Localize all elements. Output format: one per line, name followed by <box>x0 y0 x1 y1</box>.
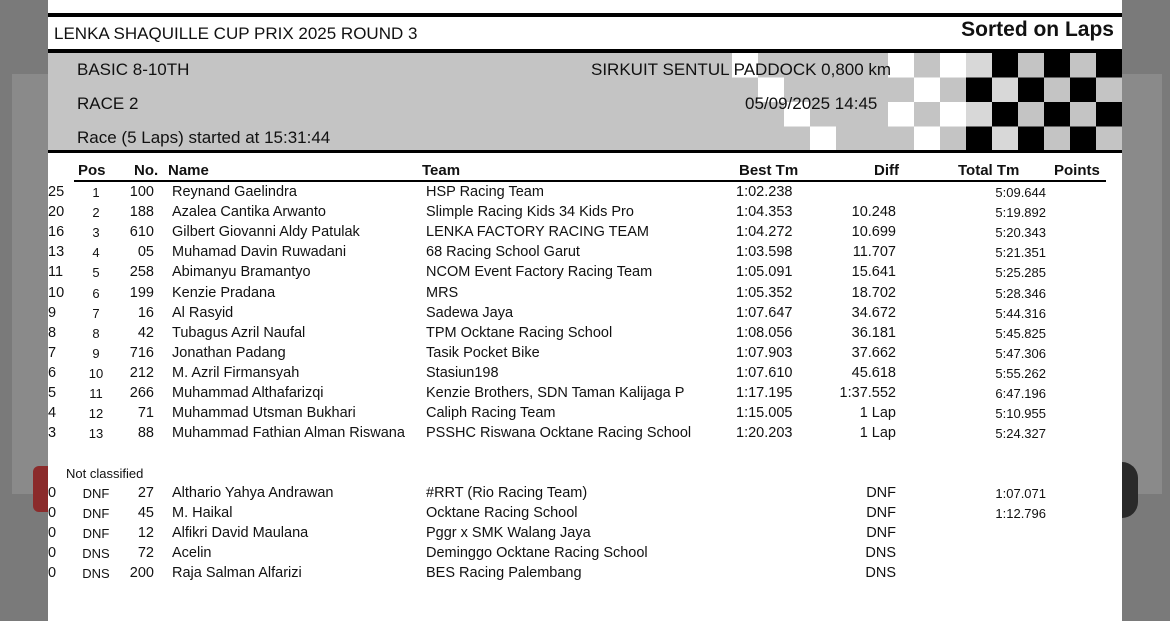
checker-square <box>940 102 966 127</box>
race-info-band <box>48 53 1122 151</box>
cell-diff: 10.248 <box>851 204 896 221</box>
table-row <box>48 325 1122 345</box>
cell-name: M. Haikal <box>172 505 233 522</box>
cell-points: 4 <box>48 405 57 422</box>
cell-diff: 10.699 <box>851 224 896 241</box>
cell-best-time: 1:20.203 <box>736 425 793 442</box>
cell-number: 88 <box>137 425 154 442</box>
cell-best-time: 1:05.352 <box>736 284 793 301</box>
table-row <box>48 545 1122 565</box>
cell-diff: 1 Lap <box>859 405 896 422</box>
race-number: RACE 2 <box>77 94 139 113</box>
table-row <box>48 224 1122 244</box>
cell-name: Raja Salman Alfarizi <box>172 565 302 582</box>
cell-number: 199 <box>129 284 154 301</box>
cell-diff: 1:37.552 <box>839 385 896 401</box>
cell-number: 188 <box>129 204 154 221</box>
cell-points: 0 <box>48 525 57 542</box>
cell-team: BES Racing Palembang <box>426 565 582 582</box>
cell-pos: 10 <box>88 365 104 381</box>
cell-team: Stasiun198 <box>426 364 499 381</box>
cell-team: HSP Racing Team <box>426 184 544 200</box>
checker-square <box>914 78 940 103</box>
cell-best-time: 1:08.056 <box>736 324 793 341</box>
checker-square <box>992 127 1018 152</box>
cell-total-time: 5:24.327 <box>995 426 1046 442</box>
cell-pos: 9 <box>92 345 100 361</box>
cell-pos: 3 <box>92 225 100 241</box>
cell-diff: 45.618 <box>851 364 896 381</box>
cell-team: Pggr x SMK Walang Jaya <box>426 525 591 542</box>
col-header-team: Team <box>422 162 461 179</box>
table-row <box>48 244 1122 264</box>
cell-team: PSSHC Riswana Ocktane Racing School <box>426 425 692 442</box>
table-row <box>48 264 1122 284</box>
cell-diff: 37.662 <box>851 344 896 361</box>
cell-diff: DNS <box>865 545 896 562</box>
col-header-name: Name <box>168 162 209 179</box>
cell-pos: 2 <box>92 205 100 221</box>
checker-square <box>966 127 992 152</box>
table-row <box>48 385 1122 405</box>
cell-best-time: 1:07.610 <box>736 364 793 381</box>
cell-pos: DNF <box>82 486 110 501</box>
event-title: LENKA SHAQUILLE CUP PRIX 2025 ROUND 3 <box>54 24 418 43</box>
class-name: BASIC 8-10TH <box>77 60 190 79</box>
cell-team: TPM Ocktane Racing School <box>426 324 613 341</box>
cell-name: Althario Yahya Andrawan <box>172 485 334 501</box>
cell-team: Sadewa Jaya <box>426 304 514 321</box>
cell-points: 7 <box>48 344 57 361</box>
cell-name: Muhammad Utsman Bukhari <box>172 405 356 422</box>
column-header-rule <box>74 180 1106 182</box>
cell-name: Alfikri David Maulana <box>172 525 309 542</box>
cell-number: 42 <box>137 324 154 341</box>
checker-square <box>810 127 836 152</box>
cell-total-time: 6:47.196 <box>995 386 1046 401</box>
table-row <box>48 204 1122 224</box>
table-row <box>48 485 1122 505</box>
cell-number: 45 <box>137 505 154 522</box>
circuit-name: SIRKUIT SENTUL PADDOCK 0,800 km <box>591 60 892 79</box>
cell-diff: 1 Lap <box>859 425 896 442</box>
cell-team: 68 Racing School Garut <box>426 244 580 261</box>
cell-pos: 4 <box>92 245 100 261</box>
checker-square <box>1096 53 1122 78</box>
checker-square <box>888 102 914 127</box>
cell-name: Abimanyu Bramantyo <box>172 264 311 281</box>
background-red-button <box>33 466 48 512</box>
checker-square <box>992 78 1018 103</box>
cell-total-time: 5:55.262 <box>995 365 1046 381</box>
checker-square <box>888 53 914 78</box>
cell-points: 8 <box>48 324 57 341</box>
cell-total-time: 5:47.306 <box>995 345 1046 361</box>
checker-square <box>1044 102 1070 127</box>
table-row <box>48 525 1122 545</box>
col-header-diff: Diff <box>874 162 899 179</box>
col-header-pos: Pos <box>78 162 106 179</box>
cell-points: 0 <box>48 485 57 501</box>
cell-pos: DNF <box>82 526 110 542</box>
cell-pos: 7 <box>92 305 100 321</box>
checker-square <box>1096 102 1122 127</box>
cell-name: Tubagus Azril Naufal <box>172 324 306 341</box>
cell-team: NCOM Event Factory Racing Team <box>426 264 653 281</box>
checker-square <box>1018 78 1044 103</box>
cell-number: 212 <box>129 364 154 381</box>
col-header-total: Total Tm <box>958 162 1020 179</box>
cell-diff: 15.641 <box>851 264 896 281</box>
checker-square <box>1044 53 1070 78</box>
cell-points: 6 <box>48 364 57 381</box>
cell-total-time: 5:28.346 <box>995 285 1046 301</box>
cell-number: 716 <box>129 344 154 361</box>
cell-pos: 13 <box>88 426 104 442</box>
checker-square <box>1018 127 1044 152</box>
background-document-right <box>1122 74 1162 494</box>
cell-diff: 34.672 <box>851 304 896 321</box>
cell-points: 16 <box>48 224 65 241</box>
cell-name: Azalea Cantika Arwanto <box>172 204 326 221</box>
cell-number: 100 <box>129 184 154 200</box>
sort-label: Sorted on Laps <box>961 18 1114 41</box>
cell-number: 266 <box>129 385 154 401</box>
cell-best-time: 1:03.598 <box>736 244 793 261</box>
checker-square <box>1070 78 1096 103</box>
cell-number: 12 <box>137 525 154 542</box>
cell-pos: 8 <box>92 325 100 341</box>
cell-pos: 11 <box>89 386 103 401</box>
cell-number: 05 <box>137 244 154 261</box>
checker-square <box>992 53 1018 78</box>
cell-best-time: 1:04.353 <box>736 204 793 221</box>
cell-points: 0 <box>48 565 57 582</box>
cell-number: 72 <box>137 545 154 562</box>
background-dark-button <box>1122 462 1138 518</box>
cell-diff: 11.707 <box>852 244 896 261</box>
cell-pos: 1 <box>92 185 100 200</box>
cell-best-time: 1:07.647 <box>736 304 793 321</box>
band-rule <box>48 150 1122 153</box>
cell-name: Reynand Gaelindra <box>172 184 297 200</box>
cell-name: Jonathan Padang <box>172 344 286 361</box>
cell-points: 3 <box>48 425 57 442</box>
cell-points: 9 <box>48 304 57 321</box>
checker-square <box>914 127 940 152</box>
not-classified-label: Not classified <box>66 466 144 481</box>
cell-total-time: 5:20.343 <box>995 225 1046 241</box>
table-row <box>48 565 1122 585</box>
cell-total-time: 1:12.796 <box>995 506 1046 522</box>
cell-name: M. Azril Firmansyah <box>172 364 300 381</box>
cell-points: 0 <box>48 505 57 522</box>
cell-team: Kenzie Brothers, SDN Taman Kalijaga P <box>426 385 685 401</box>
checker-square <box>966 102 992 127</box>
checker-square <box>1070 127 1096 152</box>
cell-team: Deminggo Ocktane Racing School <box>426 545 648 562</box>
table-row <box>48 505 1122 525</box>
cell-points: 25 <box>48 184 65 200</box>
cell-number: 27 <box>137 485 154 501</box>
col-header-best: Best Tm <box>739 162 799 179</box>
cell-total-time: 5:44.316 <box>995 305 1046 321</box>
table-row <box>48 184 1122 204</box>
cell-best-time: 1:02.238 <box>736 184 793 200</box>
cell-best-time: 1:05.091 <box>736 264 793 281</box>
table-row <box>48 285 1122 305</box>
cell-name: Muhamad Davin Ruwadani <box>172 244 347 261</box>
checker-square <box>966 78 992 103</box>
cell-points: 20 <box>48 204 65 221</box>
cell-diff: 18.702 <box>851 284 896 301</box>
cell-team: MRS <box>426 284 459 301</box>
cell-pos: 5 <box>92 265 100 281</box>
cell-pos: DNS <box>82 546 110 562</box>
cell-total-time: 5:25.285 <box>995 265 1046 281</box>
cell-number: 71 <box>137 405 154 422</box>
cell-team: #RRT (Rio Racing Team) <box>426 485 588 501</box>
cell-points: 10 <box>48 284 65 301</box>
cell-name: Gilbert Giovanni Aldy Patulak <box>172 224 360 241</box>
cell-name: Al Rasyid <box>172 304 234 321</box>
background-document-left <box>12 74 48 494</box>
checker-square <box>940 53 966 78</box>
cell-points: 0 <box>48 545 57 562</box>
cell-total-time: 5:10.955 <box>995 406 1046 422</box>
cell-team: Slimple Racing Kids 34 Kids Pro <box>426 204 634 221</box>
cell-team: Ocktane Racing School <box>426 505 578 522</box>
top-rule <box>48 13 1122 17</box>
cell-best-time: 1:04.272 <box>736 224 793 241</box>
cell-pos: 6 <box>92 285 100 301</box>
cell-pos: DNS <box>82 566 110 582</box>
cell-total-time: 5:21.351 <box>995 245 1046 261</box>
cell-points: 13 <box>48 244 65 261</box>
cell-diff: DNF <box>866 525 896 542</box>
table-row <box>48 365 1122 385</box>
cell-best-time: 1:15.005 <box>736 405 793 422</box>
col-header-points: Points <box>1054 162 1100 179</box>
cell-pos: 12 <box>88 406 104 422</box>
cell-total-time: 1:07.071 <box>995 486 1046 501</box>
cell-pos: DNF <box>82 506 110 522</box>
cell-team: Tasik Pocket Bike <box>426 344 540 361</box>
cell-diff: 36.181 <box>851 324 896 341</box>
checker-square <box>992 102 1018 127</box>
cell-points: 11 <box>48 264 64 281</box>
cell-number: 610 <box>129 224 154 241</box>
cell-total-time: 5:09.644 <box>995 185 1046 200</box>
cell-diff: DNS <box>865 565 896 582</box>
table-row <box>48 405 1122 425</box>
checker-square <box>966 53 992 78</box>
table-row <box>48 345 1122 365</box>
cell-name: Muhammad Althafarizqi <box>172 385 324 401</box>
cell-number: 200 <box>129 565 154 582</box>
cell-total-time: 5:45.825 <box>995 325 1046 341</box>
cell-name: Kenzie Pradana <box>172 284 276 301</box>
cell-name: Muhammad Fathian Alman Riswana <box>172 425 405 442</box>
cell-best-time: 1:17.195 <box>736 385 793 401</box>
col-header-no: No. <box>134 162 159 179</box>
results-page <box>48 0 1122 621</box>
cell-number: 16 <box>137 304 154 321</box>
cell-best-time: 1:07.903 <box>736 344 793 361</box>
table-row <box>48 425 1122 445</box>
cell-team: LENKA FACTORY RACING TEAM <box>426 224 649 241</box>
race-start-info: Race (5 Laps) started at 15:31:44 <box>77 128 331 147</box>
cell-total-time: 5:19.892 <box>995 205 1046 221</box>
race-datetime: 05/09/2025 14:45 <box>745 94 878 113</box>
cell-diff: DNF <box>866 505 896 522</box>
cell-points: 5 <box>48 385 57 401</box>
cell-name: Acelin <box>172 545 212 562</box>
cell-team: Caliph Racing Team <box>426 405 556 422</box>
cell-number: 258 <box>129 264 154 281</box>
table-row <box>48 305 1122 325</box>
cell-diff: DNF <box>866 485 896 501</box>
